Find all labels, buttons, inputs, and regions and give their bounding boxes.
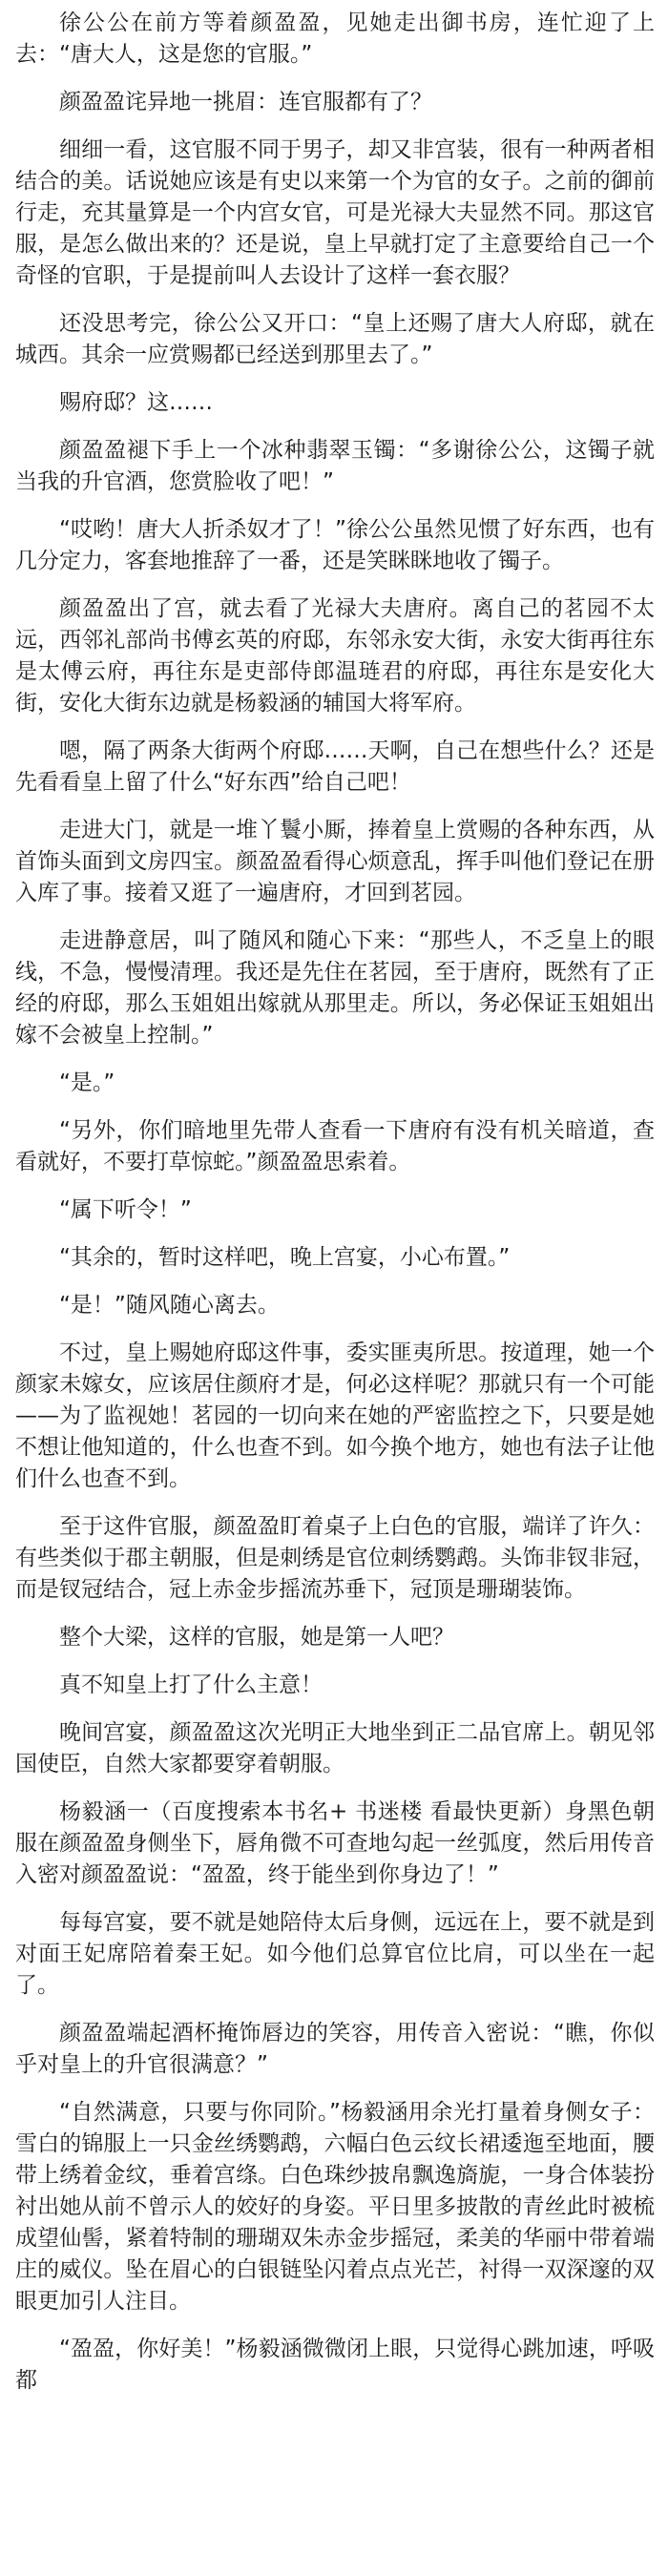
text-paragraph: 颜盈盈端起酒杯掩饰唇边的笑容，用传音入密说：“瞧，你似乎对皇上的升官很满意？” (15, 2021, 655, 2077)
text-paragraph: 真不知皇上打了什么主意！ (59, 1672, 323, 1697)
text-paragraph: 走进大门，就是一堆丫鬟小厮，捧着皇上赏赐的各种东西，从首饰头面到文房四宝。颜盈盈看得心烦意乱，挥手叫他们登记在册入库了事。接着又逛了一遍唐府，才回到茗园。 (15, 818, 655, 905)
text-paragraph: 整个大梁，这样的官服，她是第一人吧？ (59, 1625, 454, 1650)
text-paragraph: 每每宫宴，要不就是她陪侍太后身侧，远远在上，要不就是到对面王妃席陪着秦王妃。如今他们总算官位比肩，可以坐在一起了。 (15, 1910, 655, 1998)
text-paragraph: 颜盈盈出了宫，就去看了光禄大夫唐府。离自己的茗园不太远，西邻礼部尚书傅玄英的府邸，东邻永安大街，永安大街再往东是太傅云府，再往东是吏部侍郎温琏君的府邸，再往东是安化大街，安化大街东边就是杨毅涵的辅国大将军府。 (15, 596, 655, 716)
text-paragraph: 至于这件官服，颜盈盈盯着桌子上白色的官服，端详了许久：有些类似于郡主朝服，但是刺绣是官位刺绣鹦鹉。头饰非钗非冠，而是钗冠结合，冠上赤金步摇流苏垂下，冠顶是珊瑚装饰。 (15, 1514, 655, 1602)
text-paragraph: 徐公公在前方等着颜盈盈，见她走出御书房，连忙迎了上去：“唐大人，这是您的官服。” (15, 10, 655, 67)
text-paragraph: 晚间宫宴，颜盈盈这次光明正大地坐到正二品官席上。朝见邻国使臣，自然大家都要穿着朝服。 (15, 1720, 655, 1776)
text-paragraph: “哎哟！唐大人折杀奴才了！”徐公公虽然见惯了好东西，也有几分定力，客套地推辞了一番，还是笑眯眯地收了镯子。 (15, 517, 655, 573)
text-paragraph: “属下听令！” (59, 1197, 192, 1222)
text-paragraph: 走进静意居，叫了随风和随心下来：“那些人，不乏皇上的眼线，不急，慢慢清理。我还是先住在茗园，至于唐府，既然有了正经的府邸，那么玉姐姐出嫁就从那里走。所以，务必保证玉姐姐出嫁不会被皇上控制。” (15, 928, 655, 1048)
text-paragraph: 颜盈盈诧异地一挑眉：连官服都有了？ (59, 90, 432, 114)
text-paragraph: “是！”随风随心离去。 (59, 1293, 280, 1318)
text-paragraph: “自然满意，只要与你同阶。”杨毅涵用余光打量着身侧女子：雪白的锦服上一只金丝绣鹦鹉，六幅白色云纹长裙逶迤至地面，腰带上绣着金纹，垂着宫绦。白色珠纱披帛飘逸旖旎，一身合体装扮衬出她从前不曾示人的姣好的身姿。平日里多披散的青丝此时被梳成望仙髻，紧着特制的珊瑚双朱赤金步摇冠，柔美的华丽中带着端庄的威仪。坠在眉心的白银链坠闪着点点光芒，衬得一双深邃的双眼更加引人注目。 (15, 2100, 655, 2314)
text-paragraph: 还没思考完，徐公公又开口：“皇上还赐了唐大人府邸，就在城西。其余一应赏赐都已经送到那里去了。” (15, 311, 655, 367)
text-paragraph: 不过，皇上赐她府邸这件事，委实匪夷所思。按道理，她一个颜家未嫁女，应该居住颜府才是，何必这样呢？那就只有一个可能——为了监视她！茗园的一切向来在她的严密监控之下，只要是她不想让他知道的，什么也查不到。如今换个地方，她也有法子让他们什么也查不到。 (15, 1340, 655, 1491)
text-paragraph: “另外，你们暗地里先带人查看一下唐府有没有机关暗道，查看就好，不要打草惊蛇。”颜盈盈思索着。 (15, 1118, 655, 1174)
text-paragraph: 赐府邸？这…… (59, 390, 213, 415)
text-paragraph: 嗯，隔了两条大街两个府邸……天啊，自己在想些什么？还是先看看皇上留了什么“好东西”给自己吧！ (15, 738, 655, 795)
text-paragraph: “盈盈，你好美！”杨毅涵微微闭上眼，只觉得心跳加速，呼吸都 (15, 2337, 655, 2393)
text-paragraph: 细细一看，这官服不同于男子，却又非宫装，很有一种两者相结合的美。话说她应该是有史以来第一个为官的女子。之前的御前行走，充其量算是一个内宫女官，可是光禄大夫显然不同。那这官服，是怎么做出来的？还是说，皇上早就打定了主意要给自己一个奇怪的官职，于是提前叫人去设计了这样一套衣服？ (15, 137, 655, 288)
text-paragraph: “是。” (59, 1070, 115, 1095)
text-paragraph: 杨毅涵一（百度搜索本书名+ 书迷楼 看最快更新）身黑色朝服在颜盈盈身侧坐下，唇角微不可查地勾起一丝弧度，然后用传音入密对颜盈盈说：“盈盈，终于能坐到你身边了！” (15, 1799, 655, 1887)
text-paragraph: 颜盈盈褪下手上一个冰种翡翠玉镯：“多谢徐公公，这镯子就当我的升官酒，您赏脸收了吧！” (15, 438, 655, 494)
text-paragraph: “其余的，暂时这样吧，晚上宫宴，小心布置。” (59, 1245, 511, 1270)
